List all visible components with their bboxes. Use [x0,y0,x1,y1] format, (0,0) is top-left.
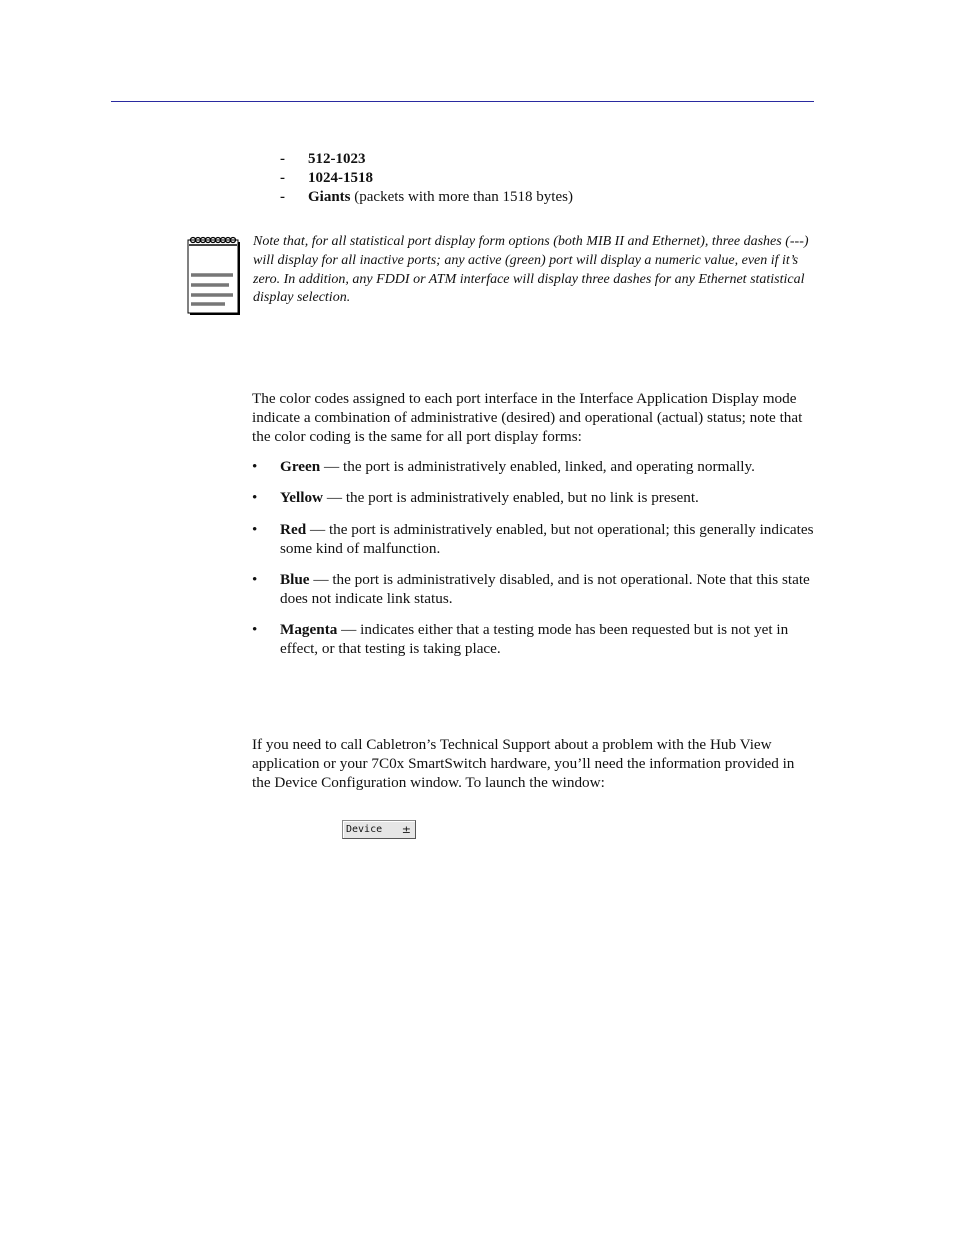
list-item [252,571,816,609]
list-item [280,169,573,188]
color-description: — the port is administratively enabled, but no link is present. [323,489,699,507]
header-rule [111,101,814,102]
device-menu-button[interactable] [342,820,416,839]
color-name: Blue [280,570,310,588]
note-text: Note that, for all statistical port display form options (both MIB II and Ethernet), three dashes (---) will display for all inactive ports; any active (green) port will display a numeric value, even if it’s zero. In addition, any FDDI or ATM interface will display three dashes for any Ethernet statistical display selection. [253,234,809,306]
color-name: Red [280,520,307,538]
list-dash: - [280,151,285,167]
size-range: 1024-1518 [308,170,373,186]
list-item [280,150,573,169]
packet-size-list [280,150,573,207]
bullet: • [252,621,258,639]
size-description: (packets with more than 1518 bytes) [350,189,573,205]
size-range: 512-1023 [308,151,366,167]
bullet: • [252,489,258,507]
list-item [252,621,816,659]
color-description: — the port is administratively enabled, linked, and operating normally. [320,458,755,475]
list-item [280,188,573,207]
menu-arrow-icon: ± [401,823,411,836]
size-range: Giants [308,189,351,205]
support-paragraph: If you need to call Cabletron’s Technical Support about a problem with the Hub View application or your 7C0x SmartSwitch hardware, you’ll need the information provided in the Device Configuration window. To launch the window: [252,736,795,791]
color-name: Green [280,458,321,475]
color-description: — the port is administratively disabled, and is not operational. Note that this state does not indicate link status. [280,570,810,607]
list-item [252,521,816,559]
bullet: • [252,458,258,475]
bullet: • [252,520,258,538]
color-description: — the port is administratively enabled, but not operational; this generally indicates some kind of malfunction. [280,520,814,557]
color-codes-intro: The color codes assigned to each port interface in the Interface Application Display mode indicate a combination of administrative (desired) and operational (actual) status; note that the color coding is the same for all port display forms: [252,390,803,445]
color-name: Magenta [280,621,338,639]
list-dash: - [280,189,285,205]
list-item [252,489,816,508]
notepad-icon [187,236,241,316]
list-dash: - [280,170,285,186]
list-item [252,458,816,477]
color-description: — indicates either that a testing mode has been requested but is not yet in effect, or that testing is taking place. [280,621,789,657]
bullet: • [252,570,258,588]
color-name: Yellow [280,489,324,507]
device-button-label: Device [346,824,383,835]
color-code-list [252,458,816,659]
